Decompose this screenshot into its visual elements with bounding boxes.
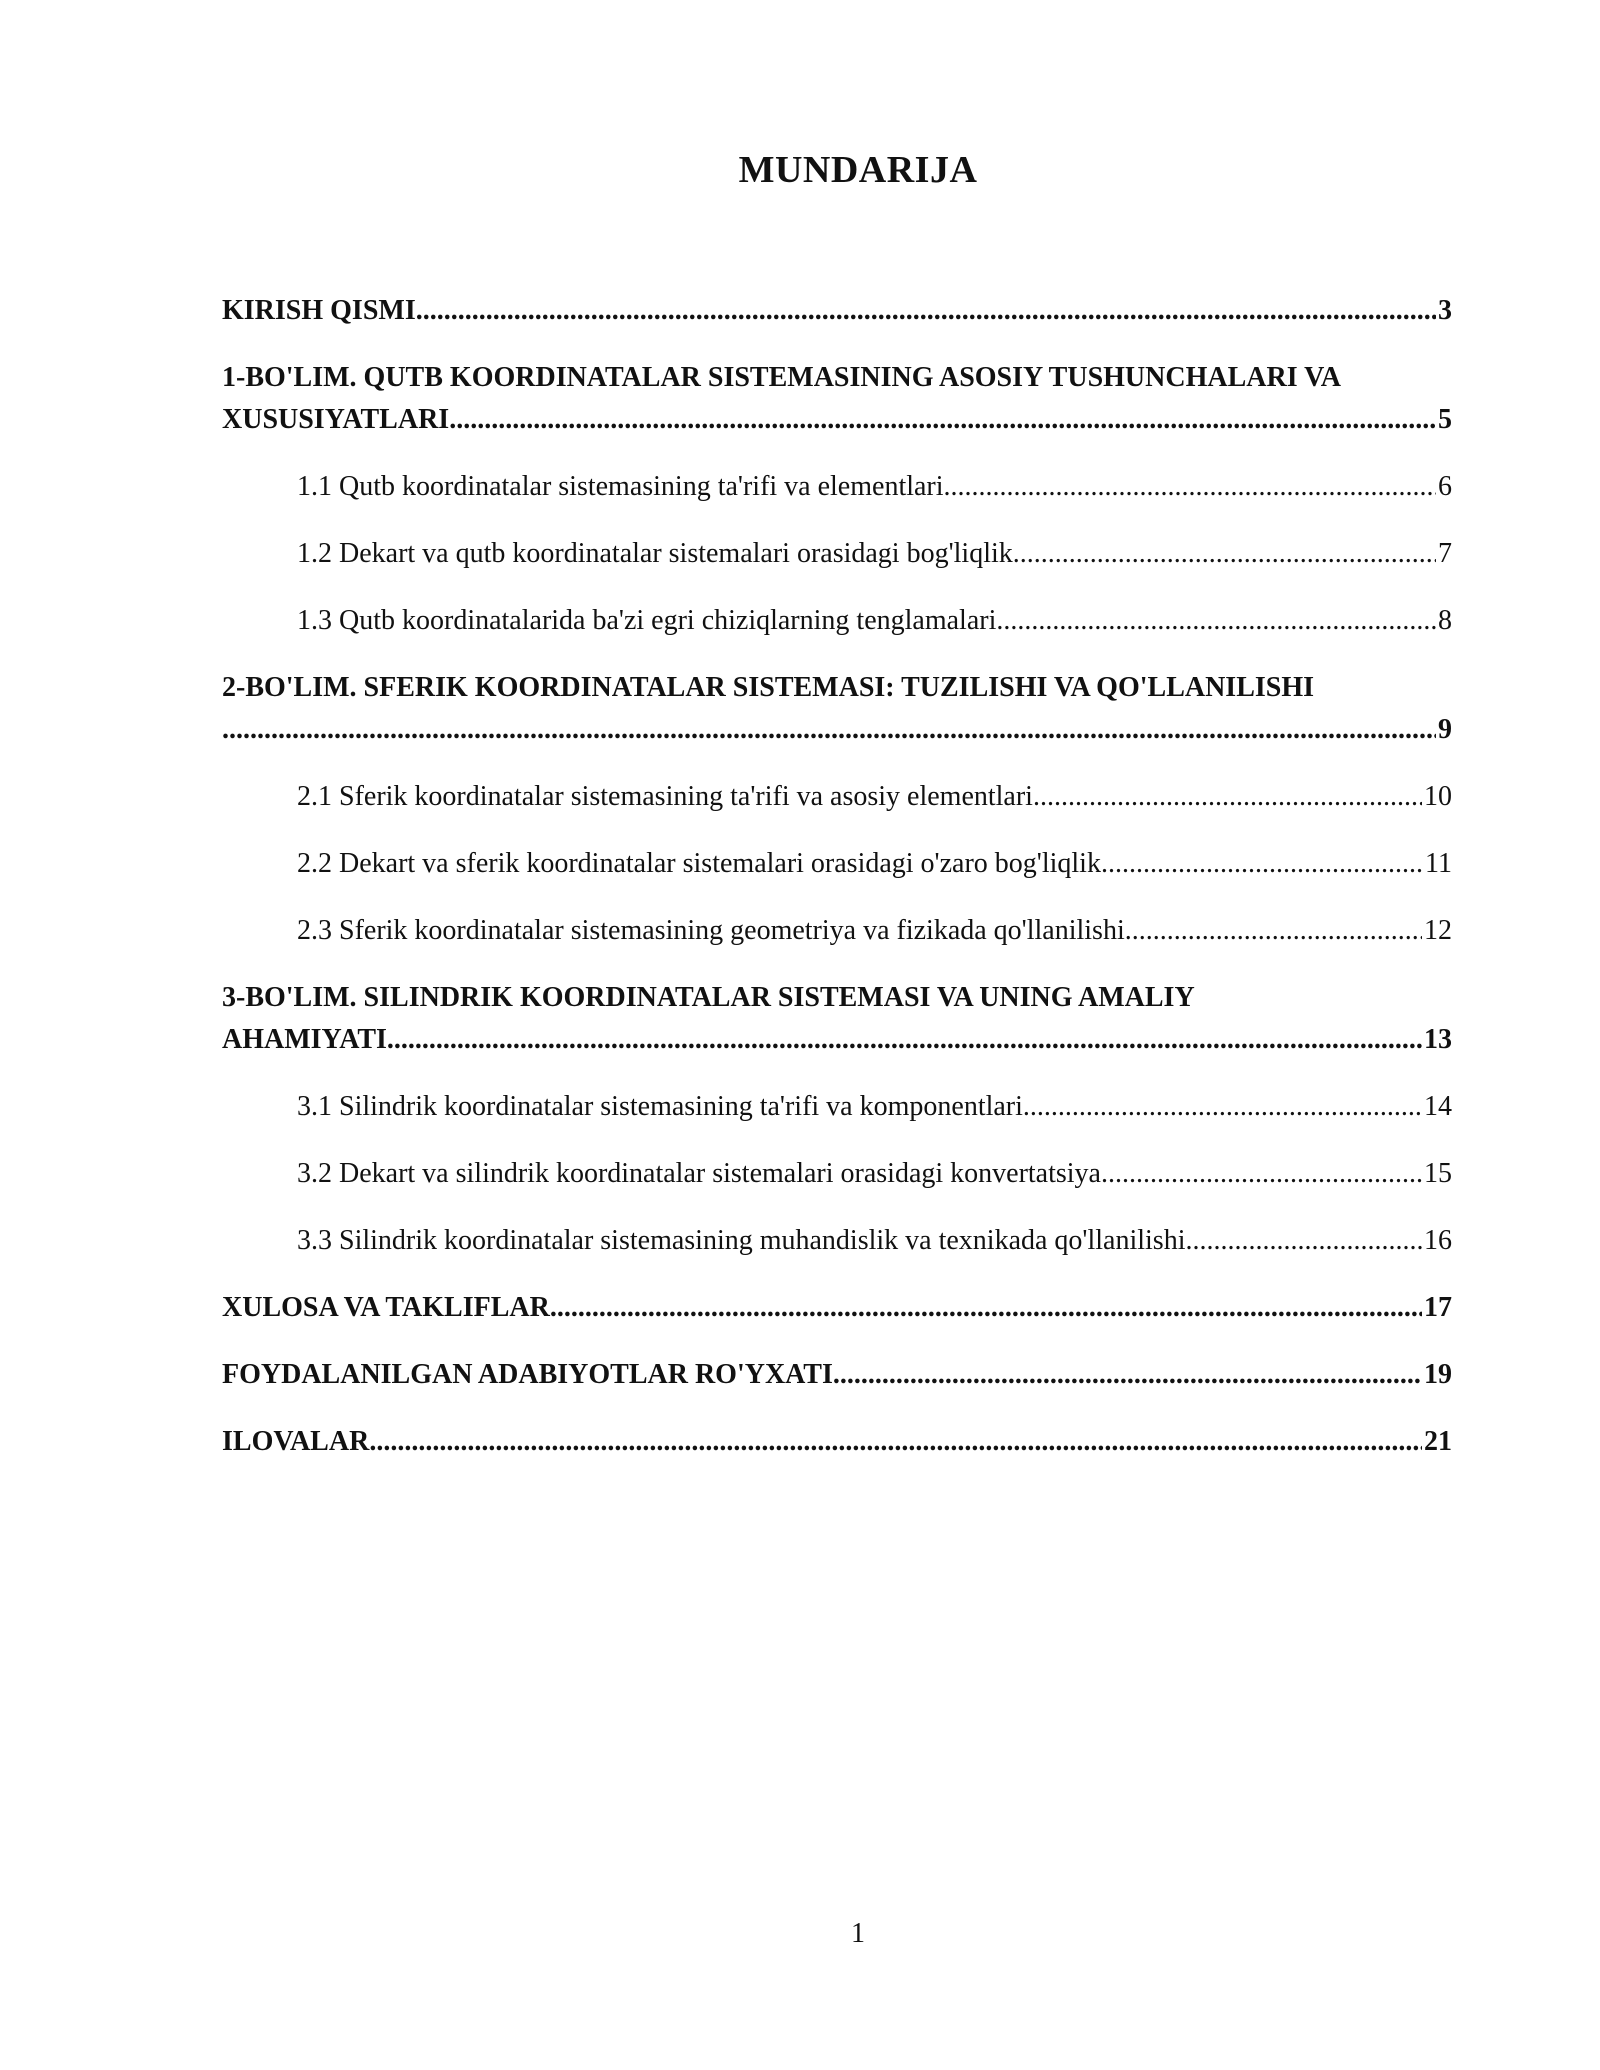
- toc-entry-title: 1.1 Qutb koordinatalar sistemasining ta'rifi va elementlari: [297, 471, 944, 502]
- toc-subsection-entry[interactable]: [222, 1220, 1452, 1262]
- toc-page-number: 9: [1438, 714, 1452, 745]
- toc-entry-title: 2.1 Sferik koordinatalar sistemasining ta'rifi va asosiy elementlari: [297, 781, 1033, 812]
- page-number: 1: [851, 1918, 865, 1949]
- toc-entry-title: 2.2 Dekart va sferik koordinatalar sistemalari orasidagi o'zaro bog'liqlik: [297, 848, 1101, 879]
- toc-subsection-entry[interactable]: [222, 910, 1452, 952]
- toc-section-entry[interactable]: [222, 1421, 1452, 1463]
- toc-entry-title: 1.2 Dekart va qutb koordinatalar sistemalari orasidagi bog'liqlik: [297, 538, 1013, 569]
- toc-dot-leader: [944, 466, 1436, 508]
- toc-dot-leader: [369, 1421, 1422, 1463]
- toc-dot-leader: [449, 399, 1436, 441]
- toc-page-number: 17: [1424, 1292, 1452, 1323]
- toc-section-entry[interactable]: [222, 357, 1452, 441]
- toc-dot-leader: [550, 1287, 1422, 1329]
- toc-dot-leader: [833, 1354, 1422, 1396]
- toc-section-entry[interactable]: [222, 1287, 1452, 1329]
- toc-entry-title: AHAMIYATI: [222, 1024, 387, 1055]
- toc-dot-leader: [387, 1019, 1422, 1061]
- toc-page-number: 8: [1438, 605, 1452, 636]
- toc-subsection-entry[interactable]: [222, 600, 1452, 642]
- page-title: MUNDARIJA: [738, 149, 978, 191]
- toc-entry-title: 3.2 Dekart va silindrik koordinatalar sistemalari orasidagi konvertatsiya: [297, 1158, 1101, 1189]
- toc-page-number: 5: [1438, 404, 1452, 435]
- toc-dot-leader: [1023, 1086, 1422, 1128]
- toc-section-entry[interactable]: [222, 977, 1452, 1061]
- toc-page-number: 11: [1425, 848, 1452, 879]
- toc-entry-title: 1.3 Qutb koordinatalarida ba'zi egri chiziqlarning tenglamalari: [297, 605, 997, 636]
- toc-page-number: 3: [1438, 295, 1452, 326]
- toc-entry-title: 3.1 Silindrik koordinatalar sistemasining ta'rifi va komponentlari: [297, 1091, 1023, 1122]
- toc-entry-title: KIRISH QISMI: [222, 295, 416, 326]
- toc-page-number: 15: [1424, 1158, 1452, 1189]
- toc-page-number: 10: [1424, 781, 1452, 812]
- toc-section-entry[interactable]: [222, 1354, 1452, 1396]
- toc-page-number: 21: [1424, 1426, 1452, 1457]
- toc-entry-title-line: 3-BO'LIM. SILINDRIK KOORDINATALAR SISTEMASI VA UNING AMALIY: [222, 982, 1195, 1013]
- toc-entry-title: 3.3 Silindrik koordinatalar sistemasining muhandislik va texnikada qo'llanilishi: [297, 1225, 1186, 1256]
- toc-subsection-entry[interactable]: [222, 533, 1452, 575]
- toc-entry-title-line: 2-BO'LIM. SFERIK KOORDINATALAR SISTEMASI: TUZILISHI VA QO'LLANILISHI: [222, 672, 1315, 703]
- toc-section-entry[interactable]: [222, 290, 1452, 332]
- toc-page-number: 12: [1424, 915, 1452, 946]
- toc-dot-leader: [416, 290, 1436, 332]
- toc-dot-leader: [1125, 910, 1422, 952]
- toc-subsection-entry[interactable]: [222, 843, 1452, 885]
- toc-page-number: 6: [1438, 471, 1452, 502]
- toc-entry-title: FOYDALANILGAN ADABIYOTLAR RO'YXATI: [222, 1359, 833, 1390]
- toc-dot-leader: [1101, 1153, 1422, 1195]
- toc-subsection-entry[interactable]: [222, 466, 1452, 508]
- toc-page-number: 13: [1424, 1024, 1452, 1055]
- toc-dot-leader: [1185, 1220, 1422, 1262]
- toc-entry-title-line: 1-BO'LIM. QUTB KOORDINATALAR SISTEMASINING ASOSIY TUSHUNCHALARI VA: [222, 362, 1341, 393]
- toc-section-entry[interactable]: [222, 667, 1452, 751]
- toc-page-number: 7: [1438, 538, 1452, 569]
- toc-entry-title: XULOSA VA TAKLIFLAR: [222, 1292, 550, 1323]
- toc-dot-leader: [1013, 533, 1436, 575]
- toc-dot-leader: [996, 600, 1436, 642]
- toc-entry-title: XUSUSIYATLARI: [222, 404, 450, 435]
- toc-entry-title: ILOVALAR: [222, 1426, 370, 1457]
- table-of-contents: [222, 290, 1452, 1488]
- toc-page-number: 14: [1424, 1091, 1452, 1122]
- toc-subsection-entry[interactable]: [222, 776, 1452, 818]
- toc-page-number: 19: [1424, 1359, 1452, 1390]
- toc-entry-title: 2.3 Sferik koordinatalar sistemasining geometriya va fizikada qo'llanilishi: [297, 915, 1125, 946]
- toc-dot-leader: [1033, 776, 1422, 818]
- toc-subsection-entry[interactable]: [222, 1153, 1452, 1195]
- toc-dot-leader: [222, 709, 1436, 751]
- toc-page-number: 16: [1424, 1225, 1452, 1256]
- toc-subsection-entry[interactable]: [222, 1086, 1452, 1128]
- toc-dot-leader: [1101, 843, 1423, 885]
